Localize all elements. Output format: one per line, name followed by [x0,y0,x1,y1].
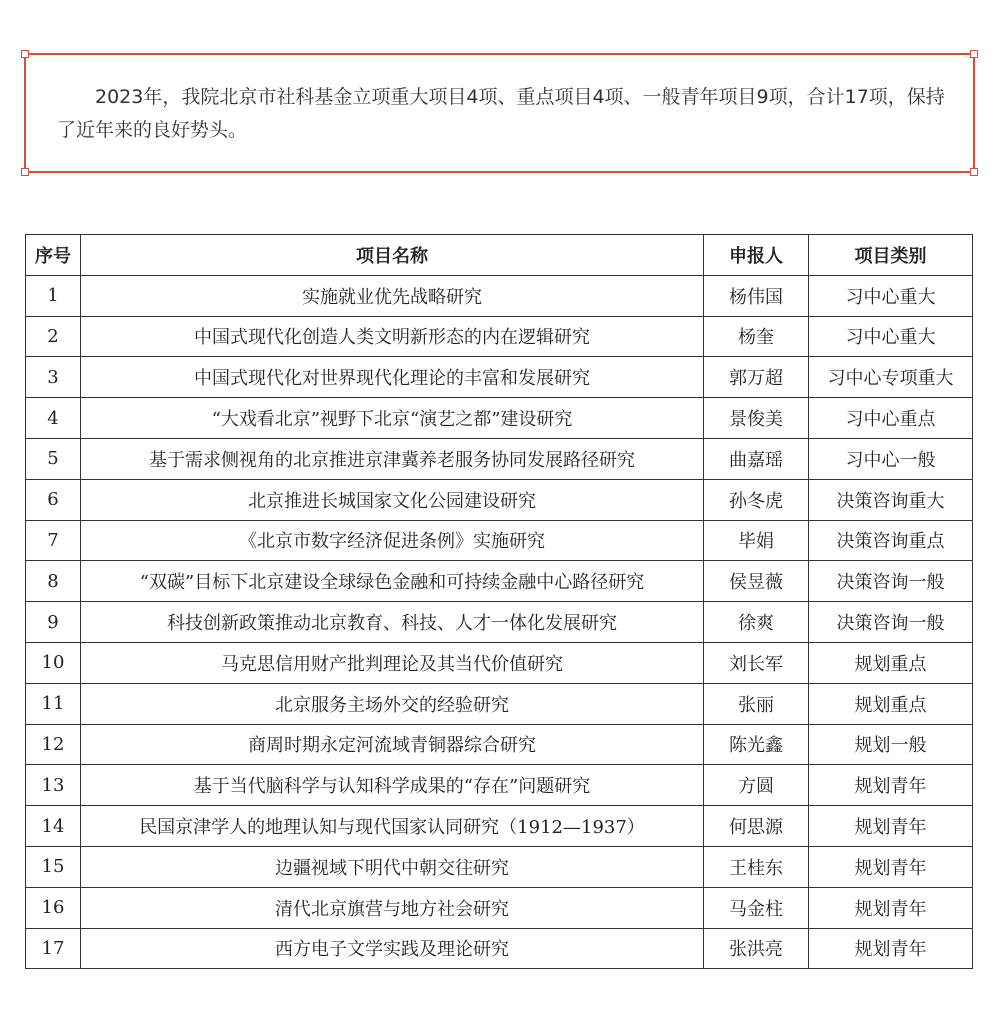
row-index: 15 [26,846,81,887]
table-row [26,438,973,479]
row-index: 13 [26,765,81,806]
row-applicant: 张丽 [704,683,809,724]
row-category: 习中心重点 [809,398,973,439]
projects-table [25,234,973,969]
row-applicant: 徐爽 [704,602,809,643]
row-project-name: 民国京津学人的地理认知与现代国家认同研究（1912—1937） [81,806,704,847]
row-category: 规划重点 [809,683,973,724]
row-index: 5 [26,438,81,479]
row-category: 习中心重大 [809,316,973,357]
row-project-name: 边疆视域下明代中朝交往研究 [81,846,704,887]
row-applicant: 王桂东 [704,846,809,887]
row-applicant: 何思源 [704,806,809,847]
row-applicant: 方圆 [704,765,809,806]
header-category: 项目类别 [809,235,973,276]
row-index: 12 [26,724,81,765]
row-project-name: 中国式现代化创造人类文明新形态的内在逻辑研究 [81,316,704,357]
row-index: 8 [26,561,81,602]
table-row [26,846,973,887]
row-index: 14 [26,806,81,847]
row-project-name: 北京服务主场外交的经验研究 [81,683,704,724]
row-applicant: 杨伟国 [704,275,809,316]
row-applicant: 曲嘉瑶 [704,438,809,479]
table-row [26,724,973,765]
table-row [26,479,973,520]
header-project-name: 项目名称 [81,235,704,276]
row-index: 10 [26,642,81,683]
row-applicant: 孙冬虎 [704,479,809,520]
table-row [26,602,973,643]
row-project-name: 中国式现代化对世界现代化理论的丰富和发展研究 [81,357,704,398]
row-category: 决策咨询重大 [809,479,973,520]
table-row [26,398,973,439]
row-index: 7 [26,520,81,561]
row-index: 6 [26,479,81,520]
frame-corner-ornament [21,168,29,176]
table-row [26,806,973,847]
row-category: 规划青年 [809,887,973,928]
frame-corner-ornament [21,50,29,58]
row-index: 1 [26,275,81,316]
table-row [26,642,973,683]
row-project-name: 清代北京旗营与地方社会研究 [81,887,704,928]
intro-paragraph: 2023年，我院北京市社科基金立项重大项目4项、重点项目4项、一般青年项目9项，合计17项，保持了近年来的良好势头。 [57,86,945,141]
row-project-name: 马克思信用财产批判理论及其当代价值研究 [81,642,704,683]
row-project-name: 西方电子文学实践及理论研究 [81,928,704,969]
row-index: 4 [26,398,81,439]
row-category: 习中心一般 [809,438,973,479]
row-category: 决策咨询一般 [809,602,973,643]
row-applicant: 刘长军 [704,642,809,683]
row-category: 决策咨询一般 [809,561,973,602]
row-category: 规划青年 [809,765,973,806]
row-project-name: “双碳”目标下北京建设全球绿色金融和可持续金融中心路径研究 [81,561,704,602]
row-applicant: 杨奎 [704,316,809,357]
table-row [26,316,973,357]
row-applicant: 马金柱 [704,887,809,928]
row-applicant: 毕娟 [704,520,809,561]
table-row [26,520,973,561]
header-applicant: 申报人 [704,235,809,276]
row-project-name: 基于需求侧视角的北京推进京津冀养老服务协同发展路径研究 [81,438,704,479]
row-project-name: “大戏看北京”视野下北京“演艺之都”建设研究 [81,398,704,439]
intro-frame [24,53,975,173]
row-category: 决策咨询重点 [809,520,973,561]
row-index: 11 [26,683,81,724]
row-project-name: 科技创新政策推动北京教育、科技、人才一体化发展研究 [81,602,704,643]
frame-corner-ornament [970,50,978,58]
row-project-name: 《北京市数字经济促进条例》实施研究 [81,520,704,561]
row-project-name: 实施就业优先战略研究 [81,275,704,316]
row-applicant: 陈光鑫 [704,724,809,765]
row-applicant: 景俊美 [704,398,809,439]
row-index: 16 [26,887,81,928]
table-row [26,357,973,398]
row-category: 规划青年 [809,928,973,969]
row-category: 规划青年 [809,806,973,847]
table-row [26,928,973,969]
table-row [26,683,973,724]
row-index: 3 [26,357,81,398]
row-index: 9 [26,602,81,643]
row-project-name: 商周时期永定河流域青铜器综合研究 [81,724,704,765]
row-project-name: 基于当代脑科学与认知科学成果的“存在”问题研究 [81,765,704,806]
row-category: 习中心重大 [809,275,973,316]
row-project-name: 北京推进长城国家文化公园建设研究 [81,479,704,520]
row-index: 17 [26,928,81,969]
table-row [26,765,973,806]
row-category: 习中心专项重大 [809,357,973,398]
table-row [26,887,973,928]
table-header-row [26,235,973,276]
table-row [26,561,973,602]
header-index: 序号 [26,235,81,276]
table-row [26,275,973,316]
row-category: 规划一般 [809,724,973,765]
row-applicant: 郭万超 [704,357,809,398]
row-category: 规划青年 [809,846,973,887]
row-category: 规划重点 [809,642,973,683]
row-applicant: 侯昱薇 [704,561,809,602]
frame-corner-ornament [970,168,978,176]
row-applicant: 张洪亮 [704,928,809,969]
row-index: 2 [26,316,81,357]
